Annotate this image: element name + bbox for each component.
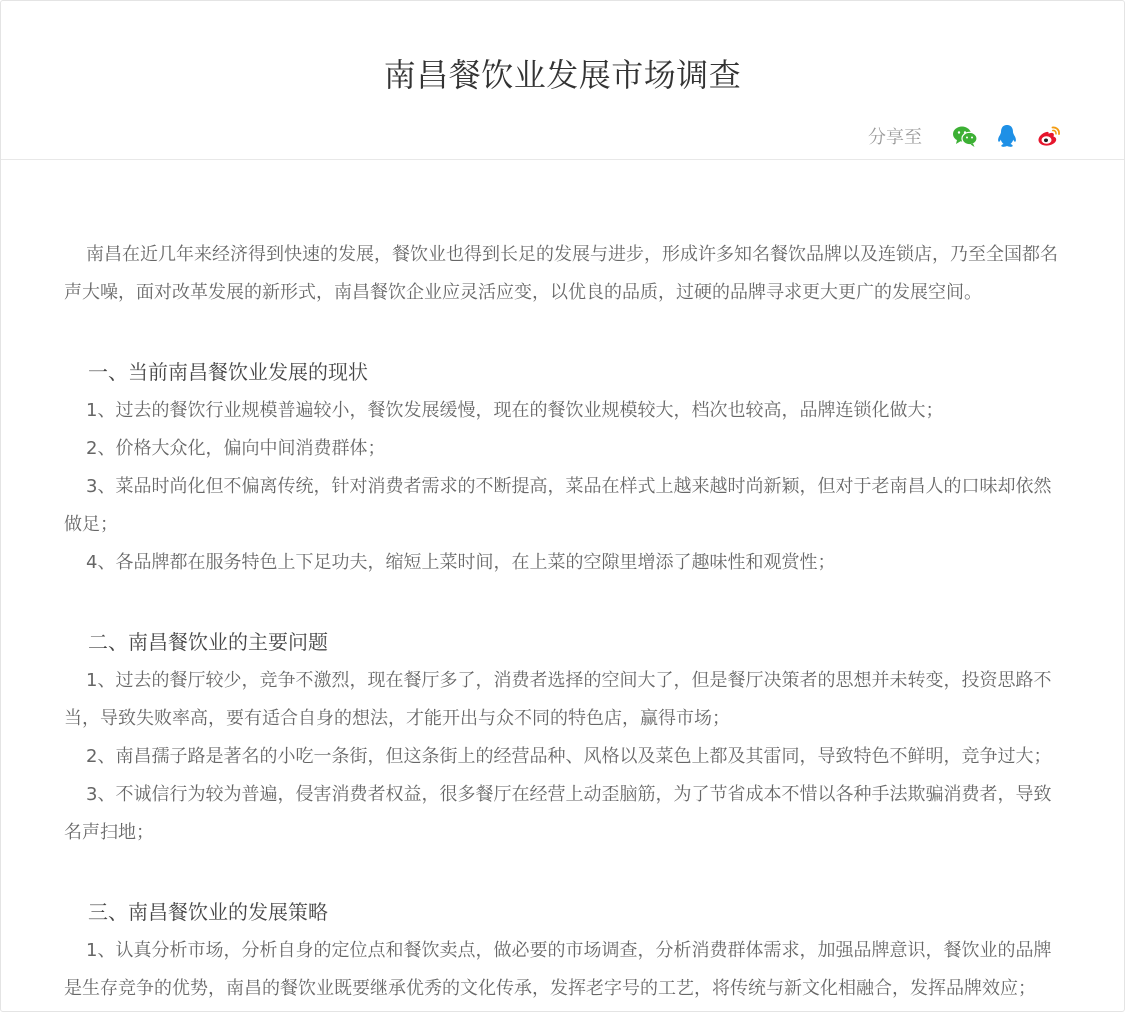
list-item: 1、过去的餐厅较少，竞争不激烈，现在餐厅多了，消费者选择的空间大了，但是餐厅决策者的思想并未转变，投资思路不当，导致失败率高，要有适合自身的想法，才能开出与众不同的特色店，赢得市场； <box>64 670 1052 729</box>
list-item: 2、价格大众化，偏向中间消费群体； <box>86 438 386 459</box>
intro-paragraph: 南昌在近几年来经济得到快速的发展，餐饮业也得到长足的发展与进步，形成许多知名餐饮品牌以及连锁店，乃至全国都名声大噪，面对改革发展的新形式，南昌餐饮企业应灵活应变，以优良的品质，过硬的品牌寻求更大更广的发展空间。 <box>64 244 1058 303</box>
share-bar <box>868 121 1062 151</box>
section-gap <box>64 312 1064 352</box>
section-heading-strategy: 三、南昌餐饮业的发展策略 <box>88 900 328 924</box>
article-body <box>64 236 1064 1008</box>
list-item: 1、过去的餐饮行业规模普遍较小，餐饮发展缓慢，现在的餐饮业规模较大，档次也较高，品牌连锁化做大； <box>86 400 944 421</box>
section-heading-problems: 二、南昌餐饮业的主要问题 <box>88 630 328 654</box>
list-item: 3、不诚信行为较为普遍，侵害消费者权益，很多餐厅在经营上动歪脑筋，为了节省成本不惜以各种手法欺骗消费者，导致名声扫地； <box>64 784 1052 843</box>
list-item: 1、认真分析市场，分析自身的定位点和餐饮卖点，做必要的市场调查，分析消费群体需求，加强品牌意识，餐饮业的品牌是生存竞争的优势，南昌的餐饮业既要继承优秀的文化传承，发挥老字号的工艺，将传统与新文化相融合，发挥品牌效应； <box>64 940 1052 999</box>
qq-icon[interactable] <box>994 123 1020 149</box>
list-item: 2、南昌孺子路是著名的小吃一条街，但这条街上的经营品种、风格以及菜色上都及其雷同，导致特色不鲜明，竞争过大； <box>86 746 1052 767</box>
page-title: 南昌餐饮业发展市场调查 <box>383 56 742 94</box>
wechat-icon[interactable] <box>952 123 978 149</box>
list-item: 4、各品牌都在服务特色上下足功夫，缩短上菜时间，在上菜的空隙里增添了趣味性和观赏性； <box>86 552 836 573</box>
list-item: 3、菜品时尚化但不偏离传统，针对消费者需求的不断提高，菜品在样式上越来越时尚新颖，但对于老南昌人的口味却依然做足； <box>64 476 1052 535</box>
section-gap <box>64 582 1064 622</box>
section-gap <box>64 852 1064 892</box>
weibo-icon[interactable] <box>1036 123 1062 149</box>
share-label: 分享至 <box>868 127 922 148</box>
article-header <box>1 1 1124 160</box>
section-heading-status: 一、当前南昌餐饮业发展的现状 <box>88 360 368 384</box>
